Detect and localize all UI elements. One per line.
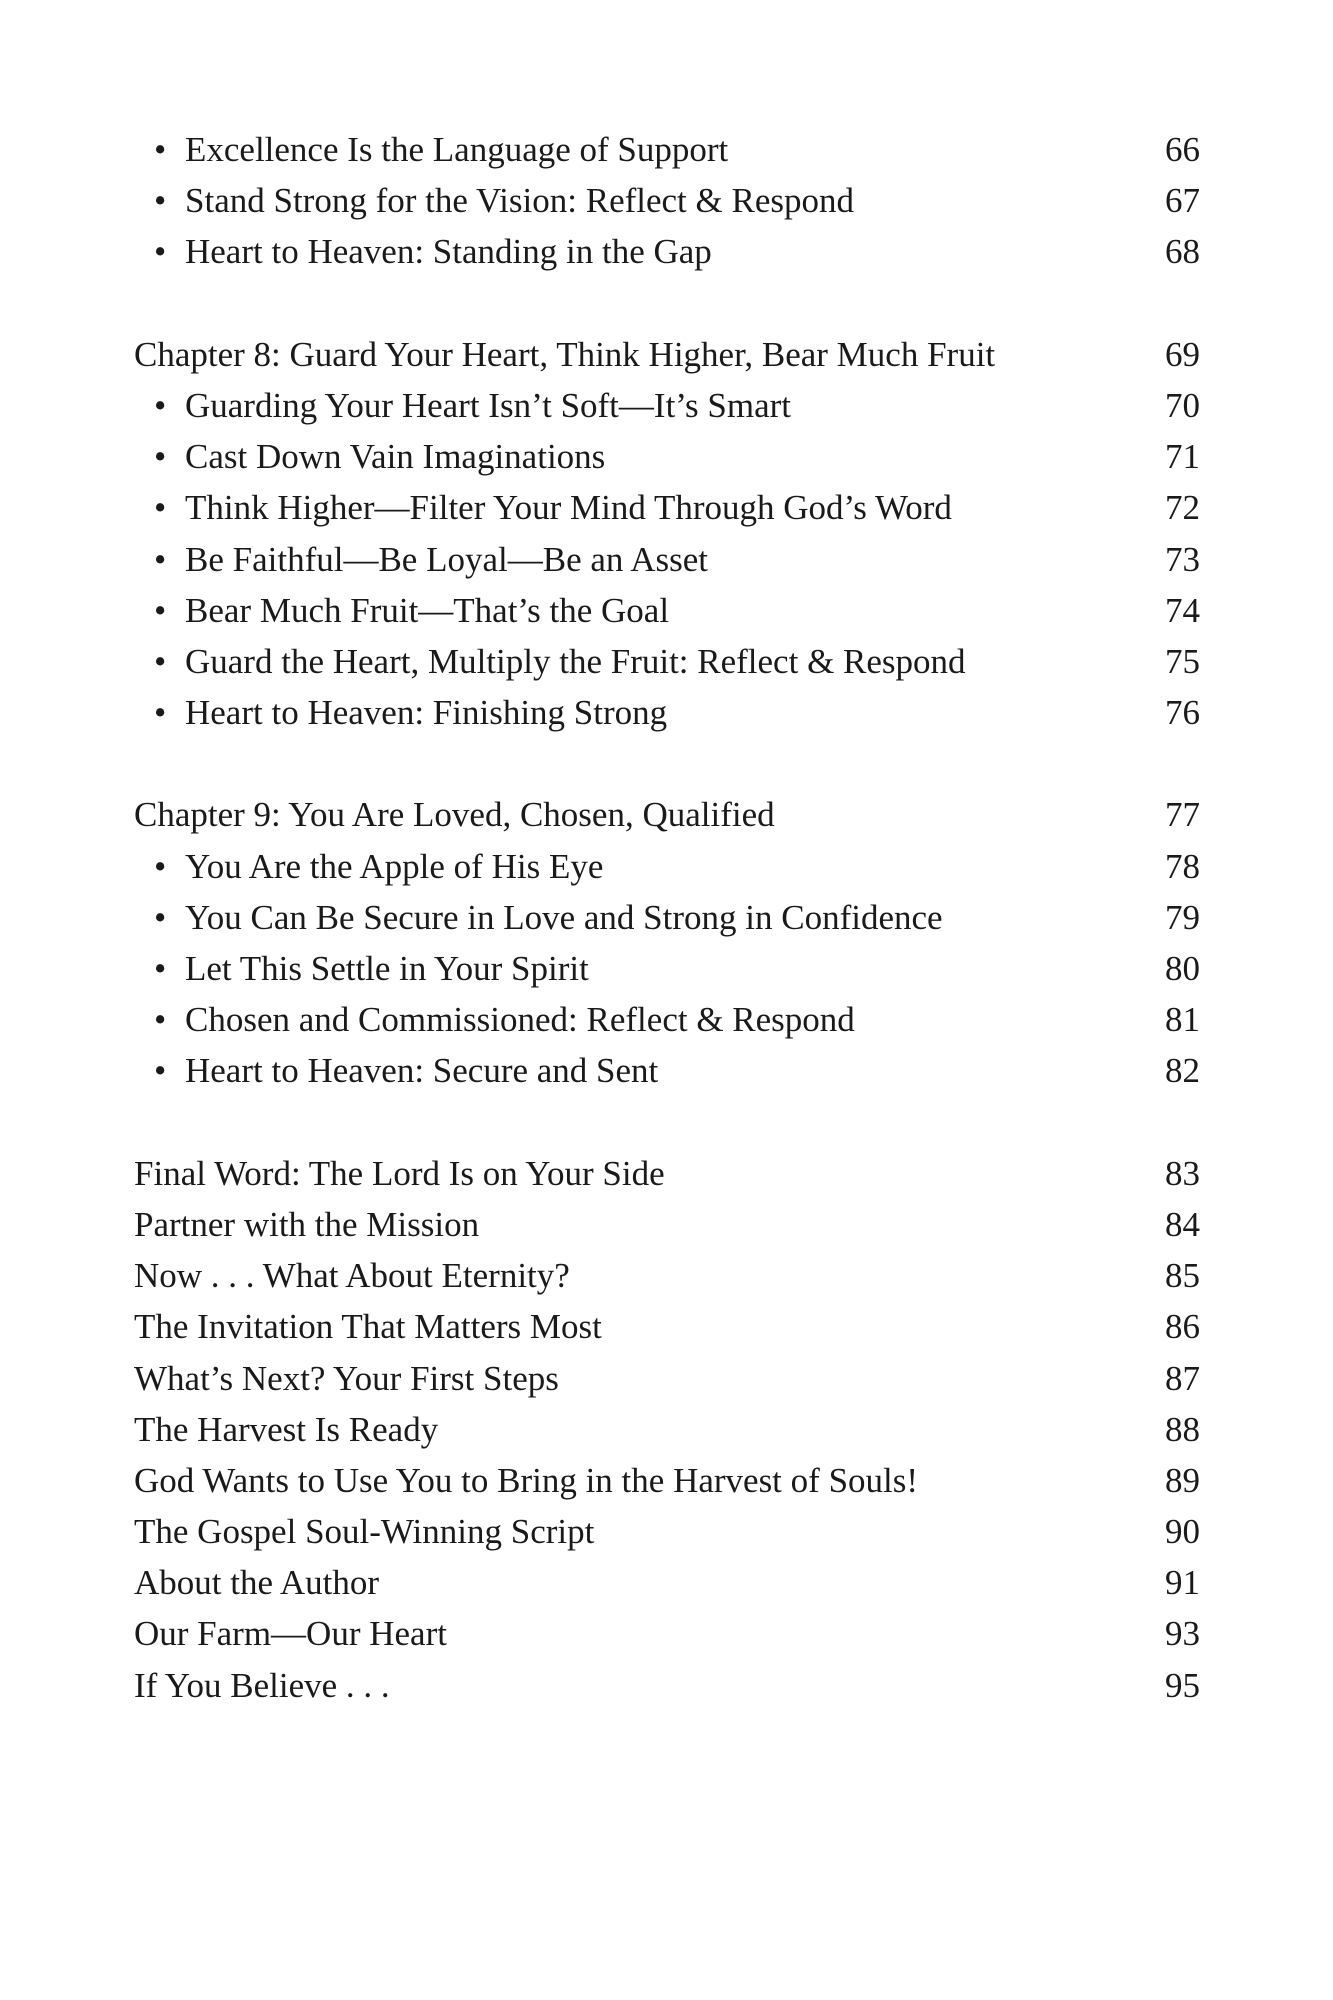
- toc-page-number: 79: [1165, 897, 1200, 937]
- toc-entry-label: [134, 1353, 559, 1404]
- bullet-icon: •: [154, 232, 167, 272]
- toc-entry: [134, 1455, 1200, 1506]
- toc-entry-title: The Harvest Is Ready: [134, 1409, 439, 1449]
- toc-page-number: 88: [1165, 1409, 1200, 1449]
- toc-page-number: 73: [1165, 539, 1200, 579]
- toc-entry-label: [134, 124, 728, 175]
- toc-page-number: 82: [1165, 1051, 1200, 1091]
- toc-entry-title: Heart to Heaven: Secure and Sent: [185, 1051, 659, 1091]
- toc-page-number: 85: [1165, 1256, 1200, 1296]
- toc-entry-title: Cast Down Vain Imaginations: [185, 437, 606, 477]
- bullet-icon: •: [154, 385, 167, 425]
- toc-page-number: 70: [1165, 385, 1200, 425]
- toc-entry-label: [134, 1455, 918, 1506]
- toc-entry-label: [134, 1250, 570, 1301]
- toc-page-number: 74: [1165, 590, 1200, 630]
- bullet-icon: •: [154, 693, 167, 733]
- toc-entry-title: About the Author: [134, 1563, 379, 1603]
- toc-entry-title: What’s Next? Your First Steps: [134, 1358, 559, 1398]
- toc-entry-title: Guard the Heart, Multiply the Fruit: Reflect & Respond: [185, 641, 966, 681]
- toc-entry: [134, 1557, 1200, 1608]
- toc-entry-label: [134, 1301, 602, 1352]
- toc-entry-label: [134, 1506, 594, 1557]
- toc-entry-title: Bear Much Fruit—That’s the Goal: [185, 590, 670, 630]
- toc-subentry: [134, 994, 1200, 1045]
- toc-entry: [134, 1301, 1200, 1352]
- bullet-icon: •: [154, 897, 167, 937]
- toc-entry: [134, 789, 1200, 840]
- toc-subentry: [134, 687, 1200, 738]
- bullet-icon: •: [154, 488, 167, 528]
- toc-entry-label: [134, 943, 589, 994]
- bullet-icon: •: [154, 641, 167, 681]
- toc-entry-title: Stand Strong for the Vision: Reflect & Respond: [185, 181, 854, 221]
- toc-subentry: [134, 534, 1200, 585]
- toc-subentry: [134, 943, 1200, 994]
- toc-page-number: 91: [1165, 1563, 1200, 1603]
- toc-page-number: 95: [1165, 1665, 1200, 1705]
- toc-subentry: [134, 226, 1200, 277]
- bullet-icon: •: [154, 590, 167, 630]
- toc-entry-label: [134, 1660, 390, 1711]
- toc-entry-title: Be Faithful—Be Loyal—Be an Asset: [185, 539, 708, 579]
- toc-entry-label: [134, 175, 854, 226]
- toc-page-number: 83: [1165, 1153, 1200, 1193]
- toc-page-number: 76: [1165, 693, 1200, 733]
- table-of-contents: [134, 124, 1200, 1711]
- toc-page-number: 86: [1165, 1307, 1200, 1347]
- toc-entry-title: Partner with the Mission: [134, 1204, 480, 1244]
- toc-entry-label: [134, 789, 775, 840]
- toc-page-number: 90: [1165, 1512, 1200, 1552]
- toc-entry-title: Now . . . What About Eternity?: [134, 1256, 570, 1296]
- toc-page-number: 93: [1165, 1614, 1200, 1654]
- toc-entry-label: [134, 431, 605, 482]
- toc-entry: [134, 1660, 1200, 1711]
- toc-page-number: 84: [1165, 1204, 1200, 1244]
- toc-entry-title: If You Believe . . .: [134, 1665, 390, 1705]
- toc-entry-title: Excellence Is the Language of Support: [185, 130, 729, 169]
- toc-entry: [134, 1250, 1200, 1301]
- toc-entry-title: The Gospel Soul-Winning Script: [134, 1512, 595, 1552]
- toc-entry-label: [134, 585, 669, 636]
- bullet-icon: •: [154, 437, 167, 477]
- toc-subentry: [134, 892, 1200, 943]
- bullet-icon: •: [154, 539, 167, 579]
- toc-entry-label: [134, 329, 995, 380]
- toc-subentry: [134, 482, 1200, 533]
- toc-entry: [134, 1148, 1200, 1199]
- toc-page-number: 75: [1165, 641, 1200, 681]
- toc-entry: [134, 1353, 1200, 1404]
- toc-entry-label: [134, 380, 791, 431]
- toc-page-number: 72: [1165, 488, 1200, 528]
- toc-entry-label: [134, 1045, 658, 1096]
- bullet-icon: •: [154, 1051, 167, 1091]
- toc-entry-label: [134, 534, 708, 585]
- toc-entry: [134, 1608, 1200, 1659]
- section-spacer: [134, 1097, 1200, 1148]
- toc-page-number: 66: [1165, 130, 1200, 169]
- toc-page-number: 67: [1165, 181, 1200, 221]
- toc-entry-title: Guarding Your Heart Isn’t Soft—It’s Smart: [185, 385, 791, 425]
- toc-entry-title: The Invitation That Matters Most: [134, 1307, 602, 1347]
- toc-subentry: [134, 585, 1200, 636]
- toc-entry: [134, 1199, 1200, 1250]
- toc-entry-title: Chapter 8: Guard Your Heart, Think Higher, Bear Much Fruit: [134, 334, 996, 374]
- toc-page-number: 89: [1165, 1460, 1200, 1500]
- toc-page-number: 80: [1165, 949, 1200, 988]
- toc-entry-title: Our Farm—Our Heart: [134, 1614, 447, 1654]
- toc-entry-title: Heart to Heaven: Finishing Strong: [185, 693, 668, 733]
- toc-entry-label: [134, 482, 952, 533]
- toc-subentry: [134, 841, 1200, 892]
- toc-entry-label: [134, 1608, 447, 1659]
- toc-entry-label: [134, 636, 966, 687]
- toc-entry-title: Heart to Heaven: Standing in the Gap: [185, 232, 712, 272]
- toc-page-number: 68: [1165, 232, 1200, 272]
- toc-entry: [134, 329, 1200, 380]
- bullet-icon: •: [154, 949, 167, 988]
- toc-entry: [134, 1404, 1200, 1455]
- toc-entry-title: You Are the Apple of His Eye: [185, 846, 604, 886]
- toc-entry-title: Final Word: The Lord Is on Your Side: [134, 1153, 665, 1193]
- toc-entry-label: [134, 226, 712, 277]
- toc-entry: [134, 1506, 1200, 1557]
- toc-entry-label: [134, 687, 667, 738]
- section-spacer: [134, 738, 1200, 789]
- toc-page-number: 78: [1165, 846, 1200, 886]
- toc-entry-label: [134, 1404, 438, 1455]
- toc-subentry: [134, 124, 1200, 175]
- toc-entry-label: [134, 841, 603, 892]
- toc-entry-label: [134, 1148, 665, 1199]
- bullet-icon: •: [154, 846, 167, 886]
- toc-subentry: [134, 431, 1200, 482]
- toc-page-number: 87: [1165, 1358, 1200, 1398]
- toc-entry-label: [134, 1557, 379, 1608]
- section-spacer: [134, 278, 1200, 329]
- toc-page-number: 71: [1165, 437, 1200, 477]
- toc-subentry: [134, 1045, 1200, 1096]
- toc-entry-title: Let This Settle in Your Spirit: [185, 949, 589, 988]
- toc-subentry: [134, 175, 1200, 226]
- toc-entry-label: [134, 1199, 479, 1250]
- bullet-icon: •: [154, 130, 167, 169]
- toc-entry-title: God Wants to Use You to Bring in the Harvest of Souls!: [134, 1460, 919, 1500]
- toc-subentry: [134, 380, 1200, 431]
- toc-entry-title: Chapter 9: You Are Loved, Chosen, Qualified: [134, 795, 775, 835]
- toc-page-number: 69: [1165, 334, 1200, 374]
- toc-entry-label: [134, 994, 855, 1045]
- toc-page-number: 81: [1165, 1000, 1200, 1040]
- toc-entry-label: [134, 892, 943, 943]
- toc-page-number: 77: [1165, 795, 1200, 835]
- toc-entry-title: Think Higher—Filter Your Mind Through God’s Word: [185, 488, 952, 528]
- toc-subentry: [134, 636, 1200, 687]
- bullet-icon: •: [154, 1000, 167, 1040]
- toc-entry-title: Chosen and Commissioned: Reflect & Respond: [185, 1000, 855, 1040]
- toc-entry-title: You Can Be Secure in Love and Strong in Confidence: [185, 897, 943, 937]
- bullet-icon: •: [154, 181, 167, 221]
